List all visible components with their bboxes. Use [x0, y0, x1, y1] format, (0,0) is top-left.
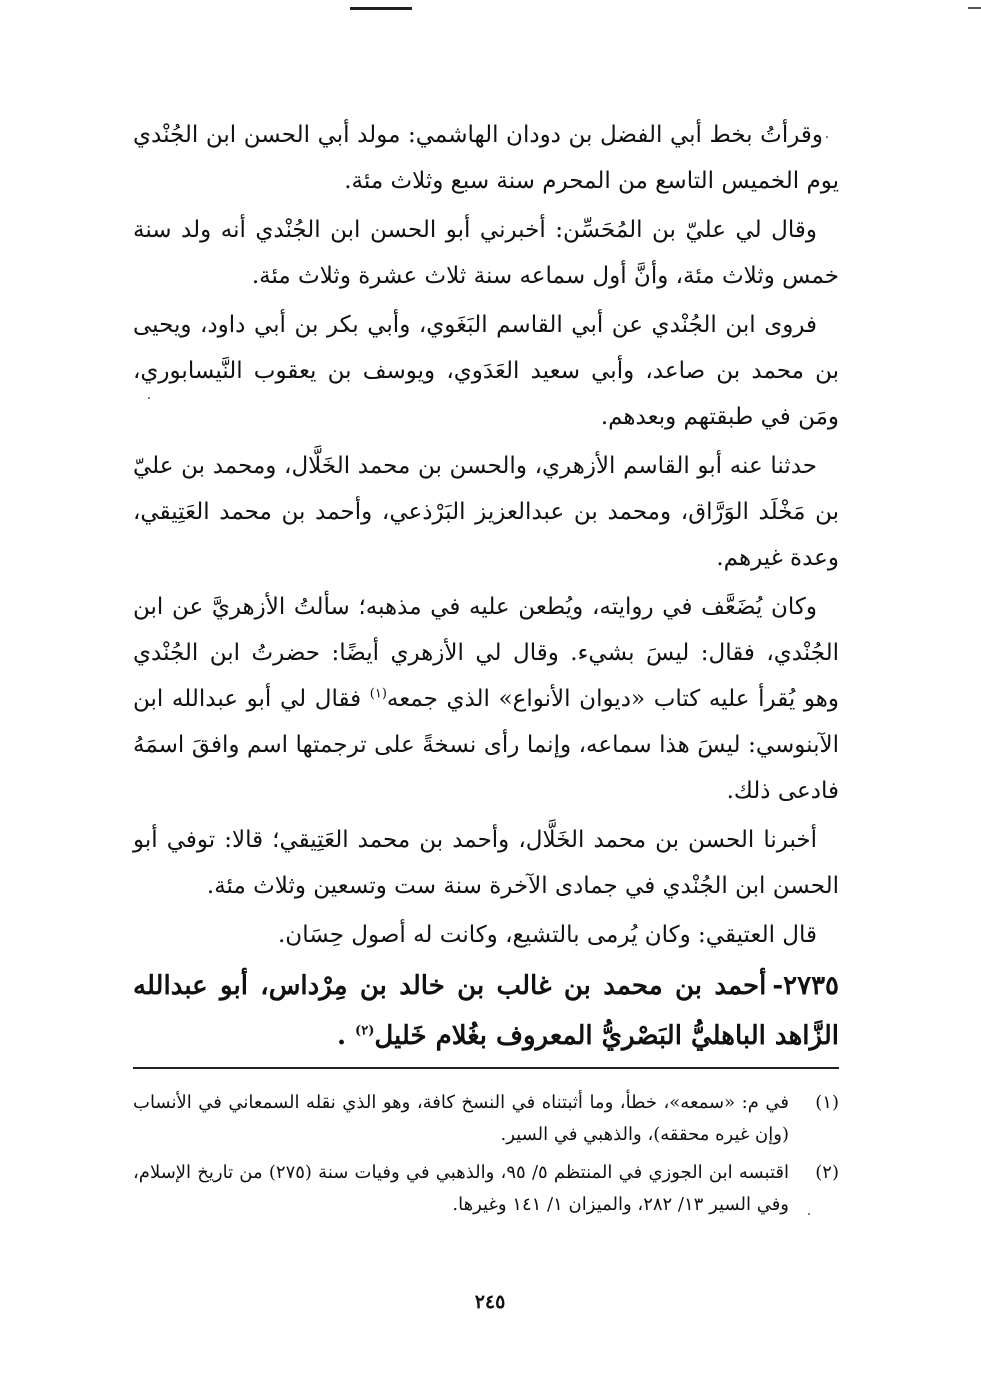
footnote-number: (١): [815, 1092, 839, 1113]
paragraph-birth-year: وقال لي عليّ بن المُحَسِّن: أخبرني أبو الحسن ابن الجُنْدي أنه ولد سنة خمس وثلاث مئة، وأنَّ أول سماعه سنة ثلاث عشرة وثلاث مئة.: [133, 217, 839, 289]
entry-number: ٢٧٣٥-: [772, 971, 839, 1001]
footnote-separator: [133, 1067, 839, 1069]
footnote-1: [133, 1087, 839, 1151]
criticism-text: وكان يُضَعَّف في روايته، ويُطعن عليه في مذهبه؛ سألتُ الأزهريَّ عن ابن الجُنْدي، فقال: ليسَ بشيء. وقال لي الأزهري أيضًا: حضرتُ ابن الجُنْدي وهو يُقرأ عليه كتاب «ديوان الأنواع» الذي جمعه: [133, 594, 839, 712]
header-rule: [350, 7, 412, 10]
edge-mark: [968, 7, 981, 9]
footnote-ref-1[interactable]: (١): [369, 686, 387, 702]
paragraph-teachers: فروى ابن الجُنْدي عن أبي القاسم البَغَوي، وأبي بكر بن أبي داود، ويحيى بن محمد بن صاعد، وأبي سعيد العَدَوي، ويوسف بن يعقوب النَّيسابوري، ومَن في طبقتهم وبعدهم.: [133, 312, 839, 430]
biography-entry-heading: [133, 961, 839, 1061]
criticism-text-end: فقال لي أبو عبدالله ابن الآبنوسي: ليسَ هذا سماعه، وإنما رأى نسخةً على ترجمتها اسم وافقَ اسمَهُ فادعى ذلك.: [133, 686, 840, 804]
page-number: ٢٤٥: [474, 1291, 506, 1313]
paragraph-students: حدثنا عنه أبو القاسم الأزهري، والحسن بن محمد الخَلَّال، ومحمد بن عليّ بن مَخْلَد الوَرَّاق، ومحمد بن عبدالعزيز البَرْذعي، وأحمد بن محمد العَتِيقي، وعدة غيرهم.: [133, 453, 839, 571]
paragraph-tashayyu: قال العتيقي: وكان يُرمى بالتشيع، وكانت له أصول حِسَان.: [278, 922, 817, 948]
paragraph-criticism: [133, 584, 839, 814]
page-body: [133, 112, 839, 1227]
footnote-text: اقتبسه ابن الجوزي في المنتظم ٥/ ٩٥، والذهبي في وفيات سنة (٢٧٥) من تاريخ الإسلام، وفي السير ١٣/ ٢٨٢، والميزان ١/ ١٤١ وغيرها.: [133, 1162, 789, 1215]
paragraph-birth: وقرأتُ بخط أبي الفضل بن دودان الهاشمي: مولد أبي الحسن ابن الجُنْدي يوم الخميس التاسع من المحرم سنة سبع وثلاث مئة.: [133, 122, 839, 194]
paragraph-death: أخبرنا الحسن بن محمد الخَلَّال، وأحمد بن محمد العَتِيقي؛ قالا: توفي أبو الحسن ابن الجُنْدي في جمادى الآخرة سنة ست وتسعين وثلاث مئة.: [133, 827, 839, 899]
footnote-2: [133, 1157, 839, 1221]
footnote-text: في م: «سمعه»، خطأ، وما أثبتناه في النسخ كافة، وهو الذي نقله السمعاني في الأنساب (وإن غيره محققه)، والذهبي في السير.: [133, 1092, 789, 1145]
footnote-ref-2[interactable]: (٢): [355, 1023, 375, 1039]
entry-name: أحمد بن محمد بن غالب بن خالد بن مِرْداس، أبو عبدالله الزَّاهد الباهليُّ البَصْريُّ المعروف بغُلام خَليل: [133, 971, 839, 1051]
footnote-number: (٢): [815, 1162, 839, 1183]
entry-end: .: [336, 1021, 356, 1051]
